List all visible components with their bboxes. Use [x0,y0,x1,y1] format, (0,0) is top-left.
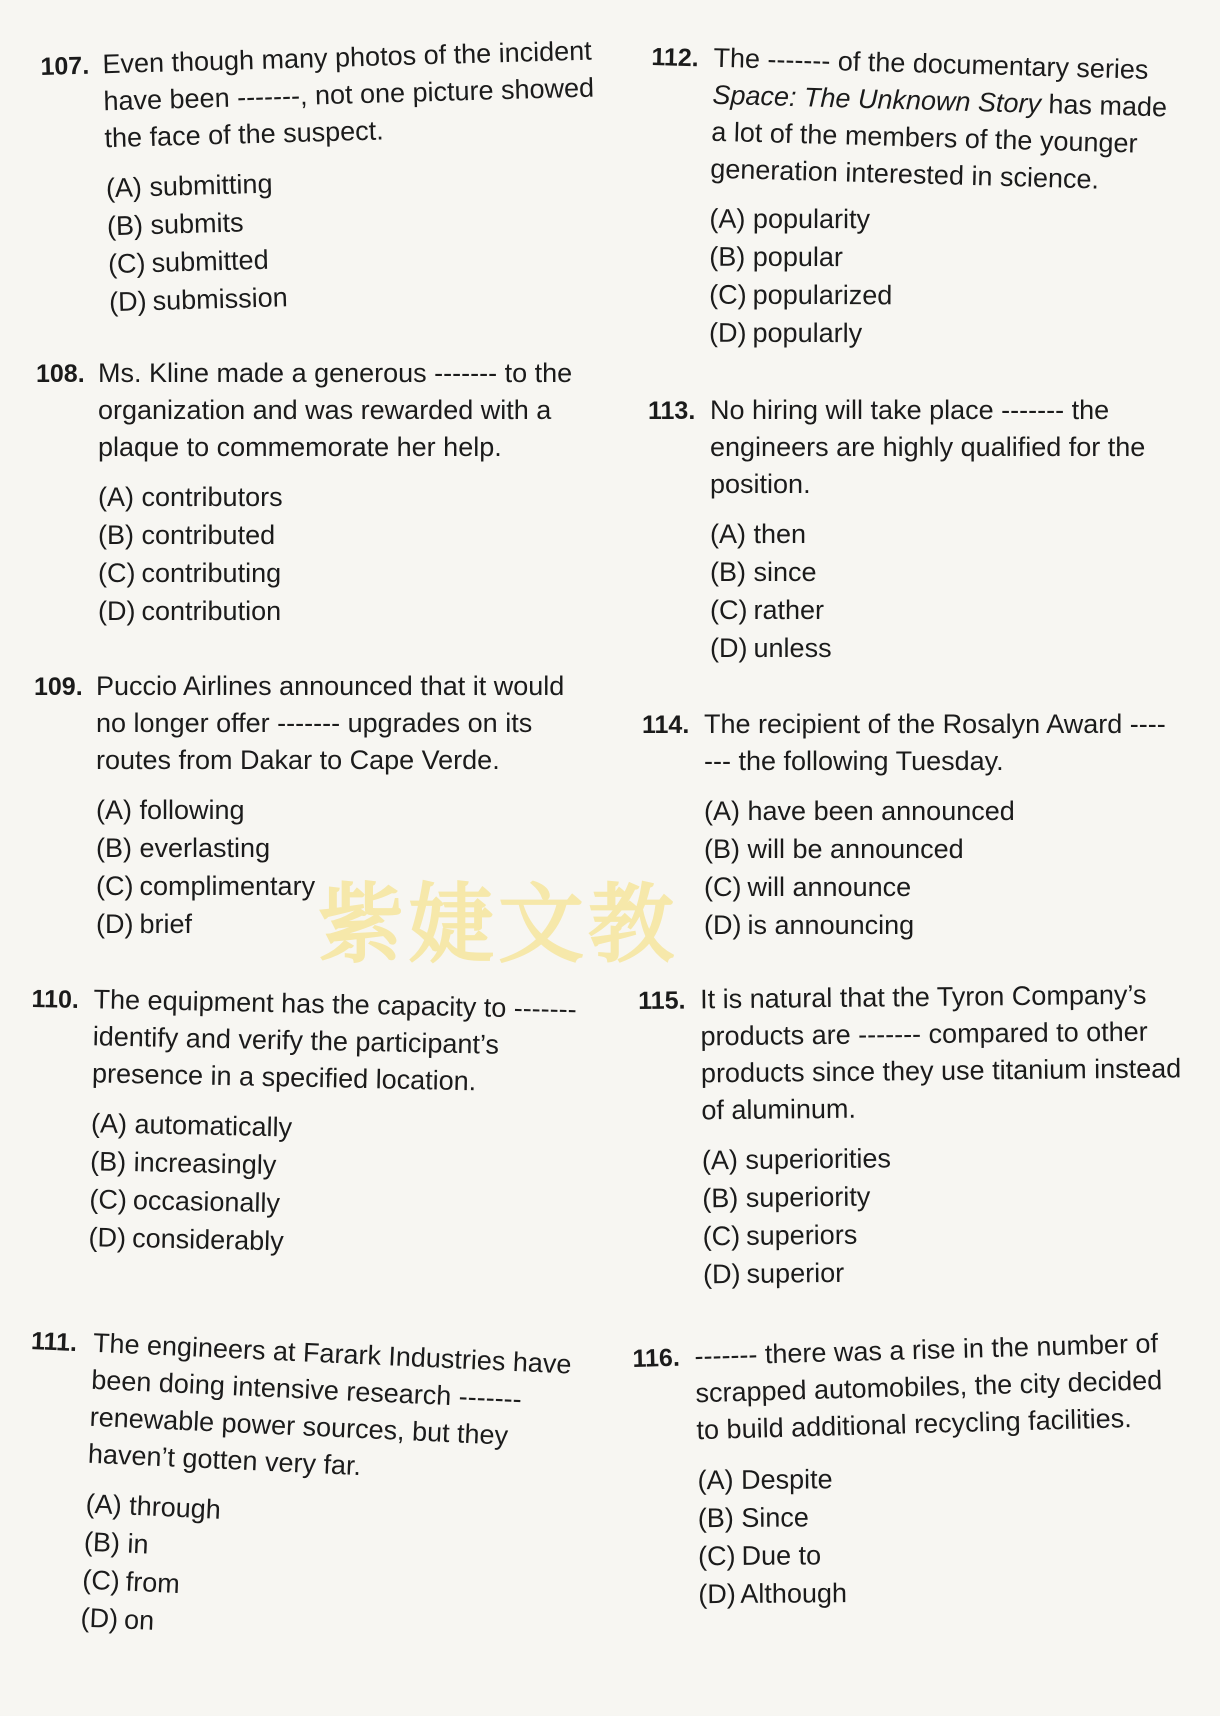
option-letter: (C) [98,558,136,588]
option-letter: (A) [709,203,746,234]
option-letter: (B) [83,1526,121,1559]
option-d[interactable] [96,905,594,943]
option-text: will announce [747,872,912,902]
option-letter: (A) [90,1108,128,1140]
answer-options [702,1136,1187,1293]
option-b[interactable] [96,829,594,867]
question-stem: The engineers at Farark Industries have been doing intensive research ------- renewable power sources, but they haven’t gotten very far. [87,1327,573,1482]
option-b[interactable] [709,238,1167,278]
question-number: 111. [30,1326,78,1358]
question-number: 112. [651,42,700,73]
option-a[interactable] [710,515,1168,553]
option-a[interactable] [702,1136,1185,1179]
option-letter: (D) [710,633,748,663]
option-text: submits [150,207,244,240]
option-b[interactable] [98,516,596,554]
answer-options [105,155,607,321]
option-text: occasionally [132,1185,281,1219]
option-text: have been announced [747,796,1015,826]
option-text: will be announced [747,834,964,864]
option-letter: (C) [702,1220,741,1252]
option-text: from [125,1566,181,1599]
option-letter: (B) [697,1502,734,1534]
option-letter: (B) [96,833,132,863]
option-text: then [753,519,807,549]
question-number: 109. [34,673,83,701]
option-d[interactable] [98,592,596,630]
option-letter: (D) [698,1578,736,1610]
option-letter: (C) [697,1540,736,1572]
answer-options [697,1458,1181,1613]
option-d[interactable] [710,629,1168,667]
option-letter: (C) [96,871,134,901]
option-letter: (D) [704,910,742,940]
option-letter: (C) [710,595,748,625]
option-letter: (D) [98,596,136,626]
question-stem: It is natural that the Tyron Company’s products are ------- compared to other products since they use titanium instead of aluminum. [700,979,1182,1126]
option-letter: (B) [106,210,144,242]
question-110 [26,980,592,1267]
question-109 [34,668,594,943]
question-stem [710,40,1172,201]
option-text: superiors [746,1219,858,1251]
option-text: brief [139,909,193,939]
option-text: popularly [752,317,863,349]
question-header [638,976,1185,1130]
answer-options [96,791,594,943]
option-text: contributing [141,558,282,588]
option-d[interactable] [698,1572,1181,1613]
option-text: on [123,1604,155,1636]
option-text: submitting [149,168,273,202]
question-107 [40,32,607,323]
option-text: since [753,557,817,587]
option-text: unless [753,633,832,663]
option-c[interactable] [698,1534,1181,1575]
option-c[interactable] [98,554,596,592]
option-letter: (C) [709,279,747,310]
answer-options [704,792,1172,944]
question-108 [36,355,596,630]
question-stem: Puccio Airlines announced that it would no longer offer ------- upgrades on its routes from Dakar to Cape Verde. [96,671,565,775]
option-letter: (B) [98,520,134,550]
answer-options [709,200,1168,354]
option-a[interactable] [96,791,594,829]
option-b[interactable] [710,553,1168,591]
option-text: rather [753,595,825,625]
option-text: submission [152,282,289,316]
question-stem: Even though many photos of the incident have been -------, not one picture showed the face of the suspect. [102,35,595,154]
answer-options [88,1104,589,1266]
series-title: Space: The Unknown Story [712,79,1042,119]
option-text: contributed [141,520,276,550]
option-c[interactable] [709,276,1167,316]
question-stem: ------- there was a rise in the number of scrapped automobiles, the city decided to build additional recycling facilities. [694,1328,1163,1446]
question-113 [648,392,1168,667]
option-letter: (D) [108,286,148,318]
option-letter: (D) [702,1258,741,1290]
option-letter: (A) [98,482,134,512]
option-b[interactable] [702,1174,1185,1217]
question-stem: No hiring will take place ------- the engineers are highly qualified for the position. [710,395,1146,499]
option-letter: (A) [704,796,740,826]
option-letter: (D) [88,1222,127,1254]
option-text: submitted [151,244,269,278]
answer-options [80,1485,584,1659]
option-text: is announcing [747,910,915,940]
option-letter: (C) [704,872,742,902]
option-text: contribution [141,596,282,626]
option-c[interactable] [710,591,1168,629]
option-text: popular [752,241,843,273]
question-header [642,706,1172,780]
question-115 [638,976,1186,1294]
watermark: 紫婕文教 [318,875,678,975]
stem-text: The ------- of the documentary series [713,42,1149,85]
question-header [648,392,1168,503]
option-text: superiorities [745,1143,892,1175]
option-d[interactable] [703,1250,1186,1293]
question-header [34,668,594,779]
question-stem: Ms. Kline made a generous ------- to the organization and was rewarded with a plaque to commemorate her help. [98,358,573,462]
question-114 [642,706,1172,944]
option-letter: (A) [85,1488,123,1521]
option-letter: (C) [107,248,146,280]
option-letter: (A) [710,519,746,549]
option-text: automatically [134,1109,293,1143]
option-b[interactable] [698,1496,1181,1537]
option-text: Since [741,1502,809,1533]
option-letter: (B) [704,834,740,864]
option-text: through [128,1490,222,1525]
option-c[interactable] [96,867,594,905]
question-stem: The equipment has the capacity to ------- identify and verify the participant’s presence in a specified location. [91,984,578,1097]
option-letter: (D) [708,317,747,348]
option-b[interactable] [704,830,1172,868]
option-text: superiority [745,1181,871,1213]
option-a[interactable] [704,792,1172,830]
option-text: popularized [752,279,893,311]
question-111 [18,1322,592,1659]
option-text: Although [740,1578,848,1609]
stem-text: has made a lot of the members of the younger generation interested in science. [709,88,1168,195]
answer-options [710,515,1168,667]
option-c[interactable] [702,1212,1185,1255]
option-text: in [126,1528,150,1560]
question-112 [643,38,1172,364]
question-header [25,1322,591,1495]
option-text: contributors [141,482,283,512]
option-letter: (A) [105,172,143,204]
question-header [36,355,596,466]
option-text: popularity [752,203,871,235]
question-number: 116. [632,1343,681,1373]
option-letter: (B) [702,1182,739,1214]
option-letter: (C) [81,1564,121,1597]
question-number: 113. [648,397,696,425]
option-text: superior [746,1257,845,1289]
option-letter: (D) [79,1602,119,1635]
question-header [632,1325,1180,1451]
question-number: 115. [638,986,686,1015]
question-number: 110. [31,984,80,1014]
option-letter: (A) [701,1144,739,1176]
option-letter: (A) [96,795,132,825]
question-header [30,980,592,1103]
option-text: complimentary [139,871,316,901]
option-letter: (A) [697,1464,734,1496]
option-text: Despite [740,1464,833,1495]
question-header [40,32,603,159]
option-text: increasingly [133,1147,277,1181]
option-d[interactable] [709,314,1167,354]
option-text: considerably [131,1223,285,1257]
option-letter: (C) [89,1184,128,1216]
option-text: everlasting [139,833,271,863]
option-text: Due to [741,1540,822,1571]
question-number: 107. [40,51,90,81]
option-a[interactable] [709,200,1167,240]
option-a[interactable] [697,1458,1180,1499]
question-header [648,38,1172,200]
question-number: 114. [642,711,690,739]
option-d[interactable] [704,906,1172,944]
option-letter: (B) [710,557,746,587]
question-stem: The recipient of the Rosalyn Award ------- the following Tuesday. [704,709,1166,776]
option-c[interactable] [704,868,1172,906]
answer-options [98,478,596,630]
option-letter: (B) [89,1146,127,1178]
question-116 [632,1325,1184,1615]
option-text: following [139,795,245,825]
option-letter: (B) [709,241,746,272]
question-number: 108. [36,360,85,388]
option-letter: (D) [96,909,134,939]
option-a[interactable] [98,478,596,516]
